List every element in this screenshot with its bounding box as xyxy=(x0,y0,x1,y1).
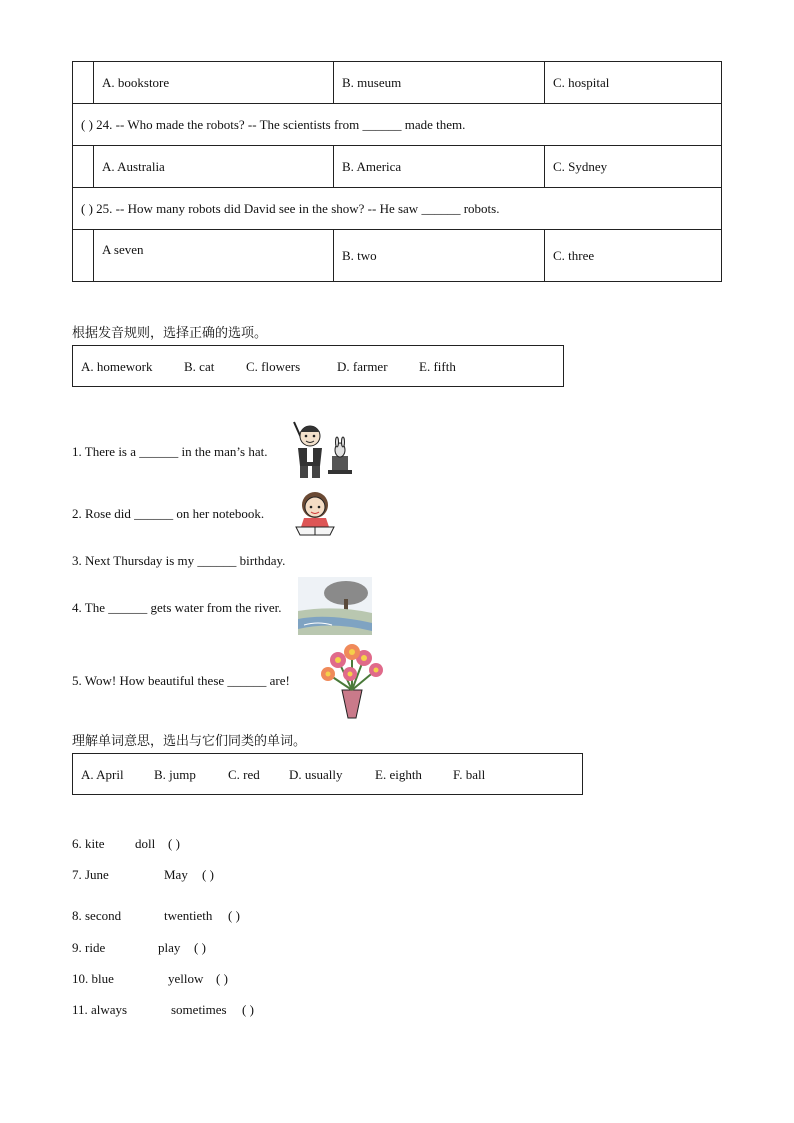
question-24: ( ) 24. -- Who made the robots? -- The scientists from ______ made them. xyxy=(73,104,722,146)
question-3: 3. Next Thursday is my ______ birthday. xyxy=(72,553,286,568)
option-a[interactable]: A. Australia xyxy=(94,146,334,188)
girl-notebook-picture xyxy=(292,487,338,537)
option-c[interactable]: C. Sydney xyxy=(545,146,722,188)
answer-blank-cell[interactable] xyxy=(73,230,94,282)
option-item: E. fifth xyxy=(419,359,456,374)
option-item: C. flowers xyxy=(246,359,301,374)
question-row-24 xyxy=(73,104,722,146)
option-a[interactable]: A. bookstore xyxy=(94,62,334,104)
section2-option-box xyxy=(72,753,583,795)
question-1: 1. There is a ______ in the man’s hat. xyxy=(72,444,268,459)
item-7-word1: 7. June xyxy=(72,867,109,882)
item-11-answer[interactable]: ( ) xyxy=(242,1002,254,1017)
option-b[interactable]: B. museum xyxy=(334,62,545,104)
option-item: A. April xyxy=(81,767,124,782)
option-item: D. usually xyxy=(289,767,343,782)
options-row-25 xyxy=(73,230,722,282)
option-item: B. jump xyxy=(154,767,196,782)
item-7-word2: May xyxy=(164,867,188,882)
option-item: E. eighth xyxy=(375,767,422,782)
item-10-word2: yellow xyxy=(168,971,204,986)
question-table xyxy=(72,61,722,282)
item-9-word2: play xyxy=(158,940,181,955)
item-10-answer[interactable]: ( ) xyxy=(216,971,228,986)
item-7-answer[interactable]: ( ) xyxy=(202,867,214,882)
section2-heading: 理解单词意思，选出与它们同类的单词。 xyxy=(72,734,307,749)
item-8-word2: twentieth xyxy=(164,908,213,923)
item-11-word2: sometimes xyxy=(171,1002,227,1017)
question-2: 2. Rose did ______ on her notebook. xyxy=(72,506,265,521)
item-9-word1: 9. ride xyxy=(72,940,106,955)
question-row-25 xyxy=(73,188,722,230)
question-25: ( ) 25. -- How many robots did David see in the show? -- He saw ______ robots. xyxy=(73,188,722,230)
section1-option-box xyxy=(72,345,564,387)
item-8-answer[interactable]: ( ) xyxy=(228,908,240,923)
item-9-answer[interactable]: ( ) xyxy=(194,940,206,955)
item-6-word1: 6. kite xyxy=(72,836,105,851)
option-item: F. ball xyxy=(453,767,486,782)
option-b[interactable]: B. two xyxy=(334,230,545,282)
options-row-23 xyxy=(73,62,722,104)
answer-blank-cell[interactable] xyxy=(73,146,94,188)
question-4: 4. The ______ gets water from the river. xyxy=(72,600,282,615)
flowers-picture xyxy=(312,640,392,720)
option-item: D. farmer xyxy=(337,359,388,374)
answer-blank-cell[interactable] xyxy=(73,62,94,104)
item-6-answer[interactable]: ( ) xyxy=(168,836,180,851)
item-6-word2: doll xyxy=(135,836,156,851)
option-item: A. homework xyxy=(81,359,153,374)
section1-heading: 根据发音规则，选择正确的选项。 xyxy=(72,326,268,341)
magician-picture xyxy=(286,418,358,482)
option-b[interactable]: B. America xyxy=(334,146,545,188)
options-row-24 xyxy=(73,146,722,188)
option-c[interactable]: C. three xyxy=(545,230,722,282)
item-10-word1: 10. blue xyxy=(72,971,114,986)
option-c[interactable]: C. hospital xyxy=(545,62,722,104)
option-a[interactable]: A seven xyxy=(94,230,334,282)
item-11-word1: 11. always xyxy=(72,1002,128,1017)
option-item: B. cat xyxy=(184,359,215,374)
farm-river-picture xyxy=(298,577,372,635)
item-8-word1: 8. second xyxy=(72,908,122,923)
question-5: 5. Wow! How beautiful these ______ are! xyxy=(72,673,290,688)
option-item: C. red xyxy=(228,767,260,782)
